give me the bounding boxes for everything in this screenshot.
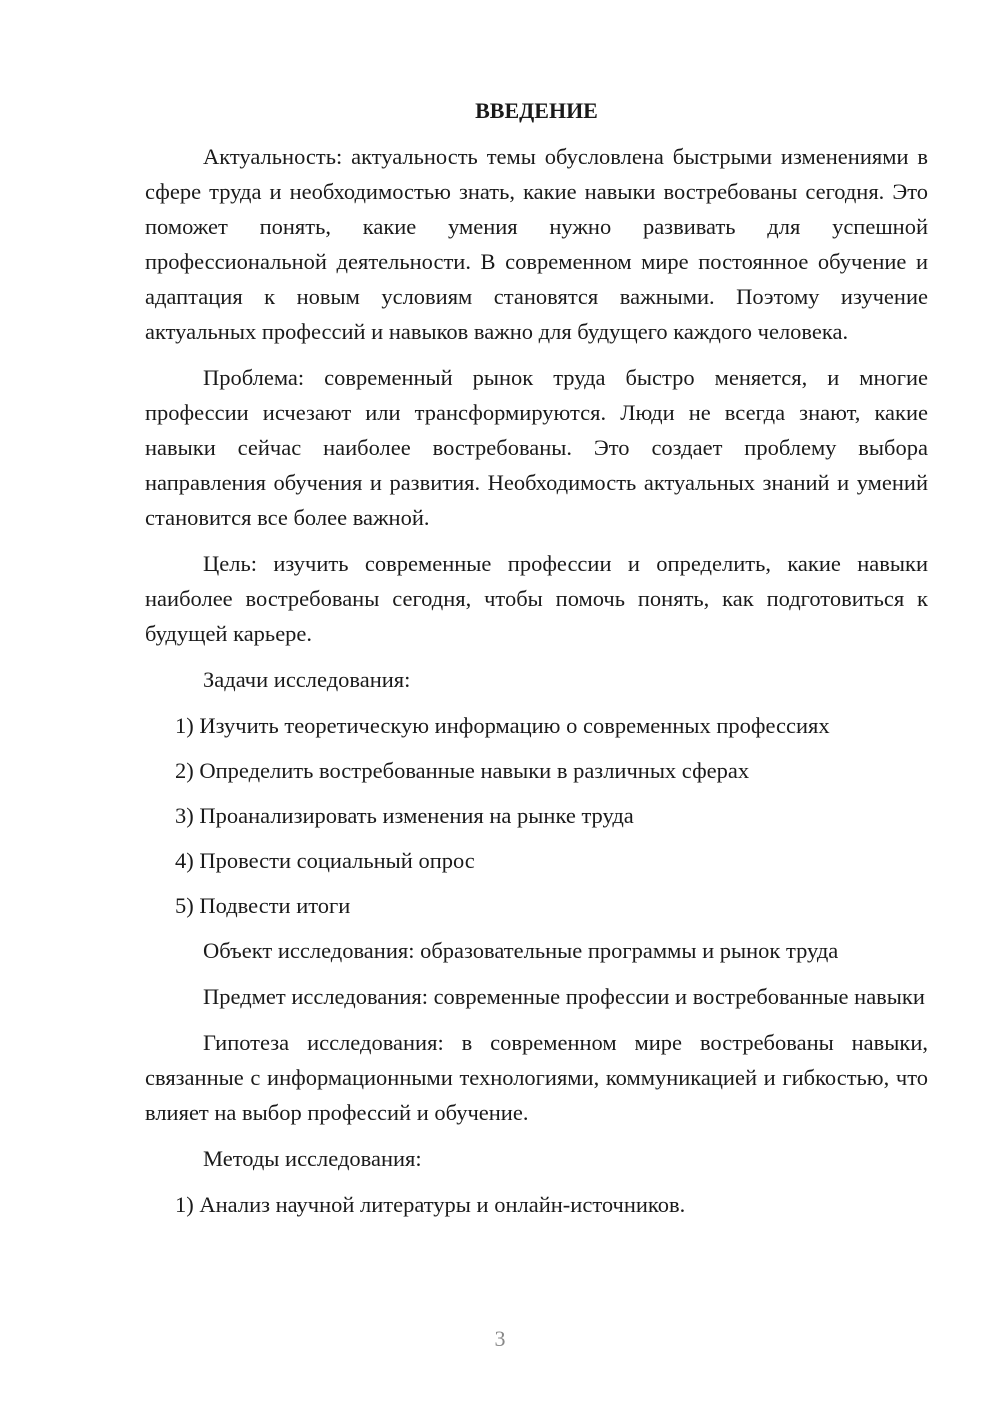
methods-list: [145, 1187, 928, 1222]
list-item: 1) Анализ научной литературы и онлайн-источников.: [175, 1192, 686, 1217]
methods-heading: Методы исследования:: [203, 1146, 422, 1171]
tasks-list: [145, 708, 928, 923]
subject-paragraph: Предмет исследования: современные профессии и востребованные навыки: [203, 984, 925, 1009]
document-page: [145, 93, 928, 1232]
tasks-heading: Задачи исследования:: [203, 667, 411, 692]
list-item: 2) Определить востребованные навыки в различных сферах: [175, 758, 750, 783]
page-number: 3: [494, 1326, 506, 1351]
page-title: ВВЕДЕНИЕ: [475, 98, 598, 123]
hypothesis-paragraph: Гипотеза исследования: в современном мире востребованы навыки, связанные с информационными технологиями, коммуникацией и гибкостью, что влияет на выбор профессий и обучение.: [145, 1030, 928, 1125]
relevance-paragraph: Актуальность: актуальность темы обусловлена быстрыми изменениями в сфере труда и необходимостью знать, какие навыки востребованы сегодня. Это поможет понять, какие умения нужно развивать для успешной профессиональной деятельности. В современном мире постоянное обучение и адаптация к новым условиям становятся важными. Поэтому изучение актуальных профессий и навыков важно для будущего каждого человека.: [145, 144, 928, 344]
list-item: 3) Проанализировать изменения на рынке труда: [175, 803, 634, 828]
list-item: 1) Изучить теоретическую информацию о современных профессиях: [175, 713, 830, 738]
goal-paragraph: Цель: изучить современные профессии и определить, какие навыки наиболее востребованы сегодня, чтобы помочь понять, как подготовиться к будущей карьере.: [145, 551, 928, 646]
problem-paragraph: Проблема: современный рынок труда быстро меняется, и многие профессии исчезают или трансформируются. Люди не всегда знают, какие навыки сейчас наиболее востребованы. Это создает проблему выбора направления обучения и развития. Необходимость актуальных знаний и умений становится все более важной.: [145, 365, 928, 530]
list-item: 4) Провести социальный опрос: [175, 848, 475, 873]
list-item: 5) Подвести итоги: [175, 893, 351, 918]
object-paragraph: Объект исследования: образовательные программы и рынок труда: [203, 938, 839, 963]
